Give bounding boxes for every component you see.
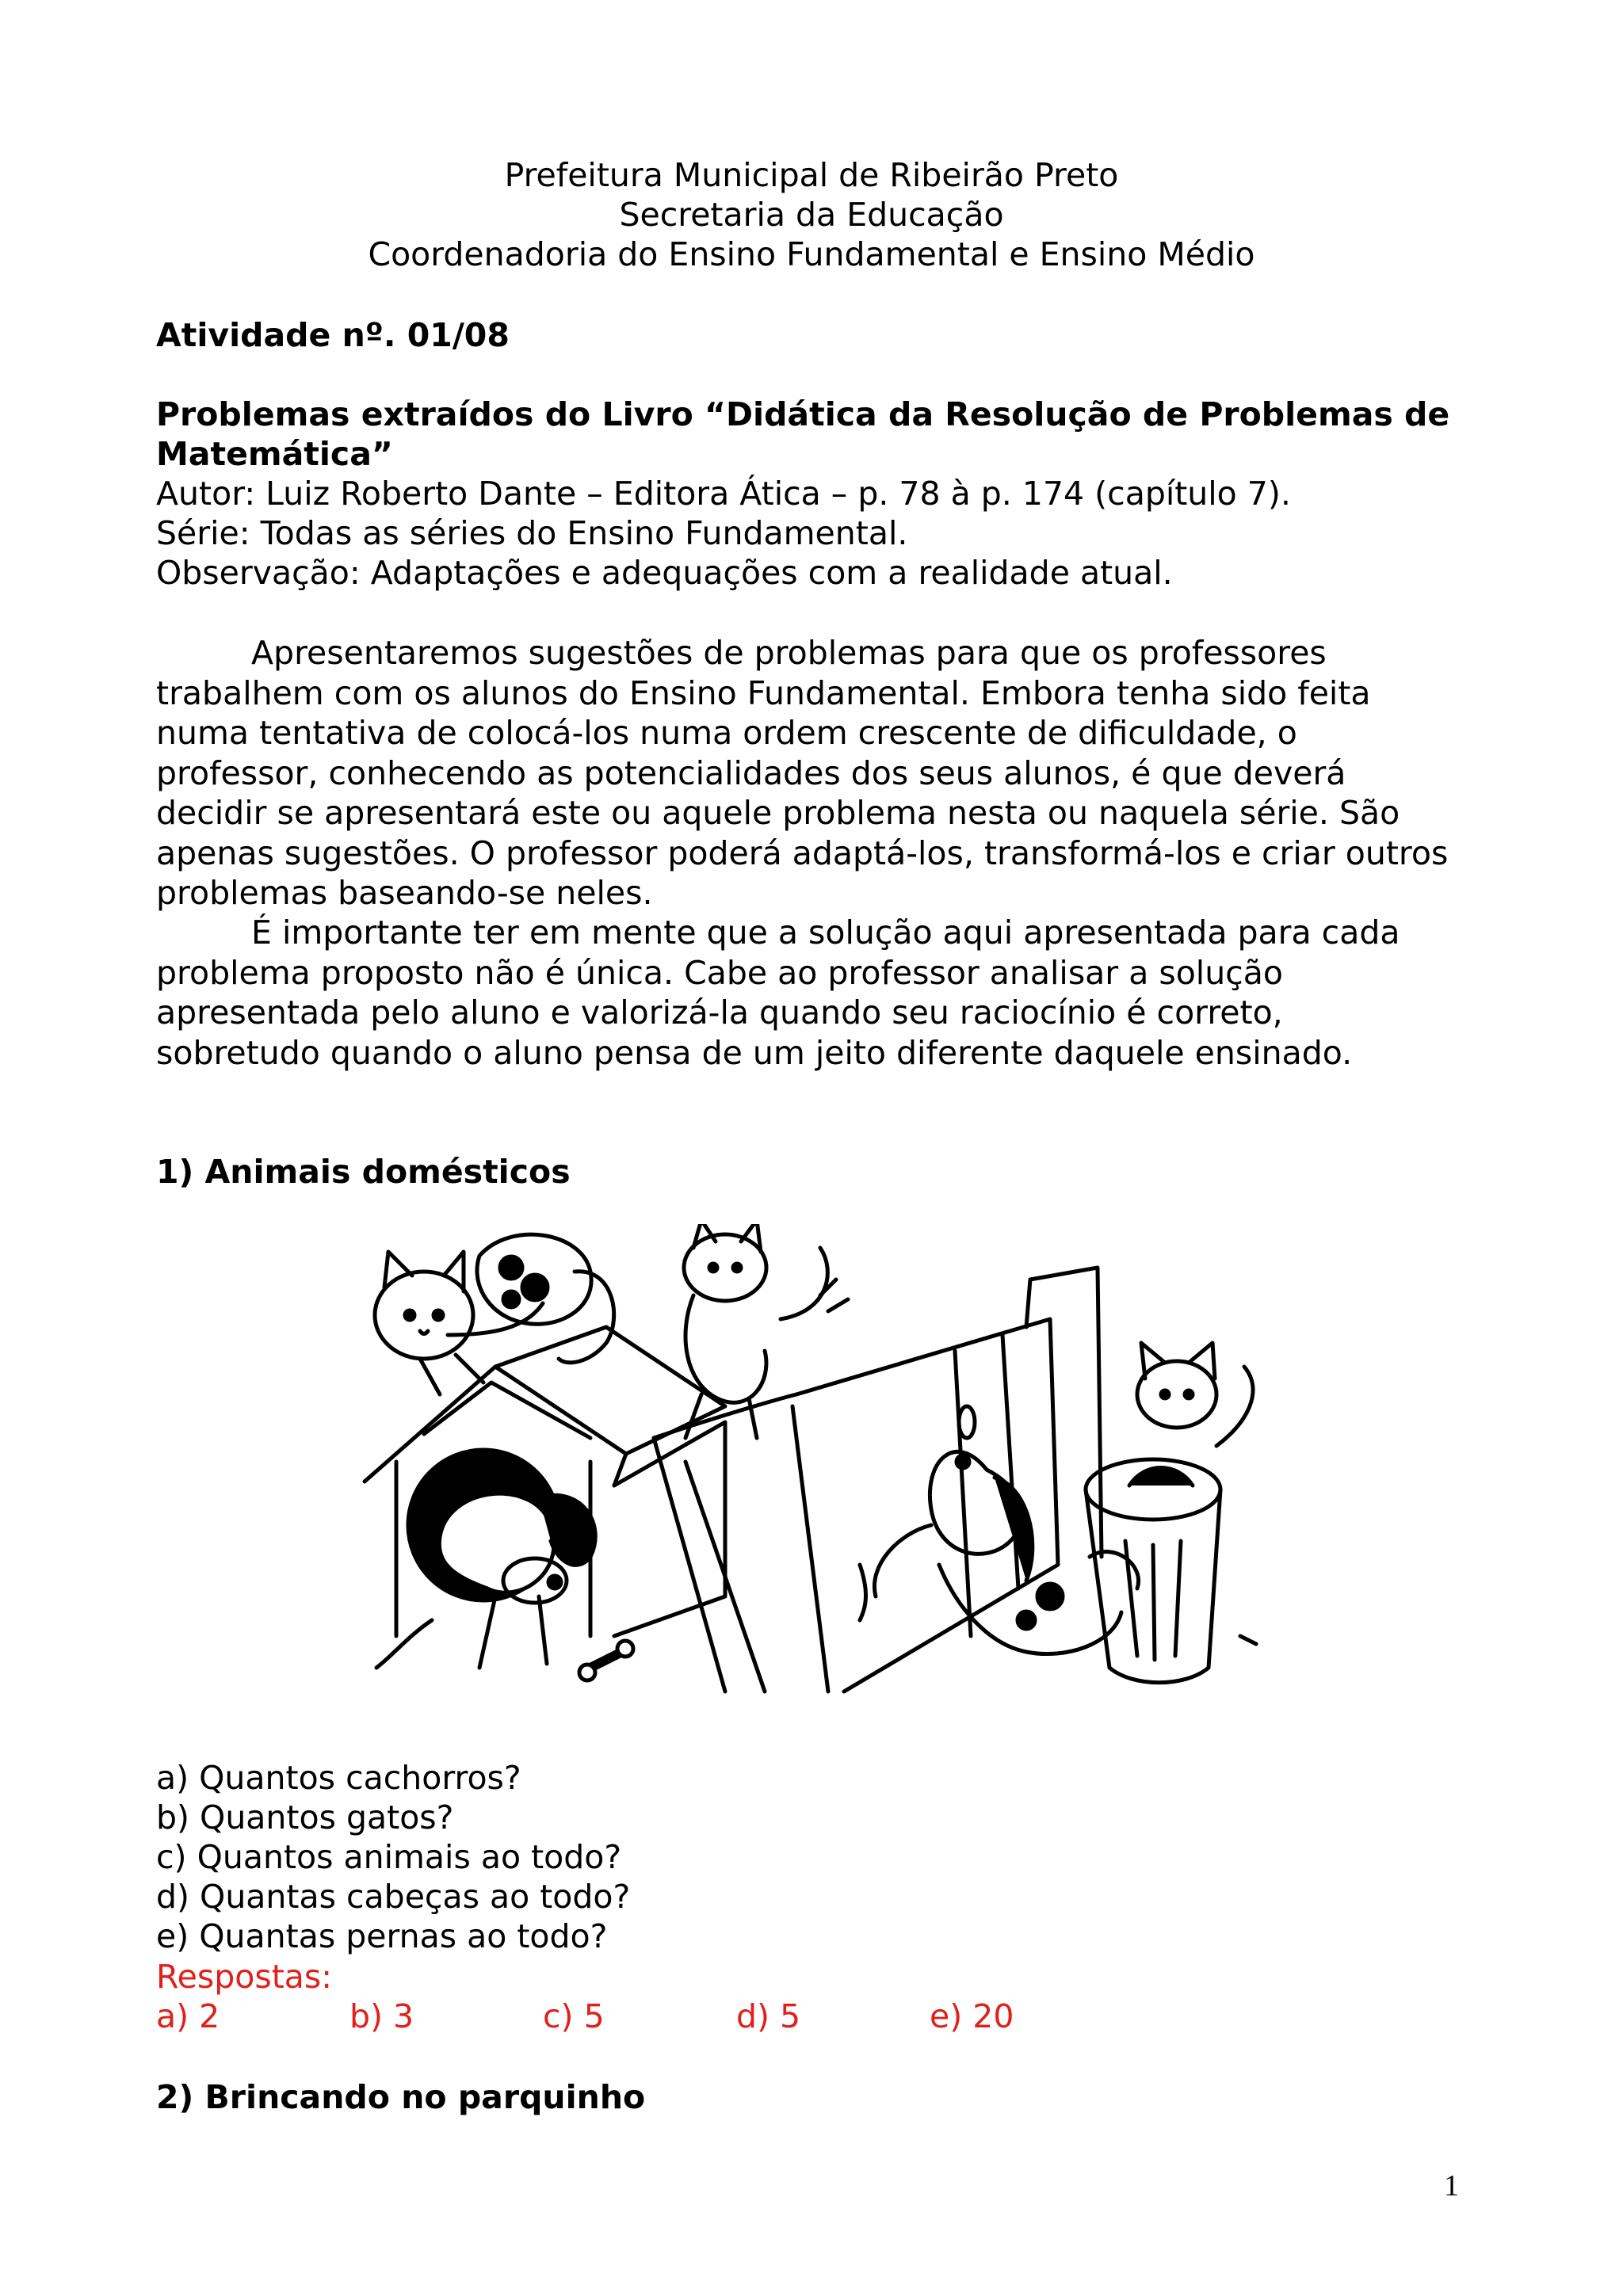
intro-paragraph-2 (156, 913, 1472, 1073)
book-title-line2: Matemática” (156, 435, 393, 473)
page-number: 1 (1444, 2169, 1459, 2203)
book-author: Autor: Luiz Roberto Dante – Editora Ática – p. 78 à p. 174 (capítulo 7). (156, 475, 1291, 513)
intro-p2-line: problema proposto não é única. Cabe ao professor analisar a solução (156, 953, 1283, 992)
question-b: b) Quantos gatos? (156, 1798, 454, 1836)
question-d: d) Quantas cabeças ao todo? (156, 1878, 631, 1916)
animals-illustration (353, 1224, 1272, 1699)
intro-p1-line: numa tentativa de colocá-los numa ordem crescente de dificuldade, o (156, 714, 1297, 752)
book-series: Série: Todas as séries do Ensino Fundamental. (156, 514, 908, 552)
intro-paragraph-1 (156, 633, 1472, 913)
intro-p2-line: apresentada pelo aluno e valorizá-la quando seu raciocínio é correto, (156, 994, 1283, 1032)
intro-p1-line: problemas baseando-se neles. (156, 874, 653, 912)
question-a: a) Quantos cachorros? (156, 1759, 521, 1797)
answer-a: a) 2 (156, 1997, 220, 2035)
problem2-title: 2) Brincando no parquinho (156, 2078, 646, 2116)
problem1-title: 1) Animais domésticos (156, 1153, 571, 1191)
header-coordenadoria: Coordenadoria do Ensino Fundamental e Ensino Médio (368, 235, 1255, 273)
header-prefeitura: Prefeitura Municipal de Ribeirão Preto (504, 156, 1119, 194)
answers-label: Respostas: (156, 1958, 333, 1996)
intro-p1-line: professor, conhecendo as potencialidades dos seus alunos, é que deverá (156, 753, 1346, 792)
book-title-line1: Problemas extraídos do Livro “Didática da Resolução de Problemas de (156, 395, 1450, 433)
answer-d: d) 5 (736, 1997, 801, 2035)
intro-p1-line: decidir se apresentará este ou aquele problema nesta ou naquela série. São (156, 794, 1400, 832)
intro-p2-line: sobretudo quando o aluno pensa de um jeito diferente daquele ensinado. (156, 1033, 1353, 1072)
intro-p1-line: trabalhem com os alunos do Ensino Fundamental. Embora tenha sido feita (156, 673, 1371, 712)
answer-e: e) 20 (930, 1997, 1014, 2035)
intro-p1-line: apenas sugestões. O professor poderá adaptá-los, transformá-los e criar outros (156, 833, 1449, 872)
question-e: e) Quantas pernas ao todo? (156, 1917, 608, 1955)
header-secretaria: Secretaria da Educação (619, 196, 1004, 234)
intro-p1-line: Apresentaremos sugestões de problemas para que os professores (251, 634, 1327, 672)
question-c: c) Quantos animais ao todo? (156, 1838, 622, 1876)
fence (654, 1319, 1058, 1691)
answer-c: c) 5 (543, 1997, 605, 2035)
intro-p2-line: É importante ter em mente que a solução aqui apresentada para cada (251, 913, 1400, 952)
book-note: Observação: Adaptações e adequações com a realidade atual. (156, 554, 1173, 592)
activity-number: Atividade nº. 01/08 (156, 316, 510, 354)
answer-b: b) 3 (349, 1997, 414, 2035)
